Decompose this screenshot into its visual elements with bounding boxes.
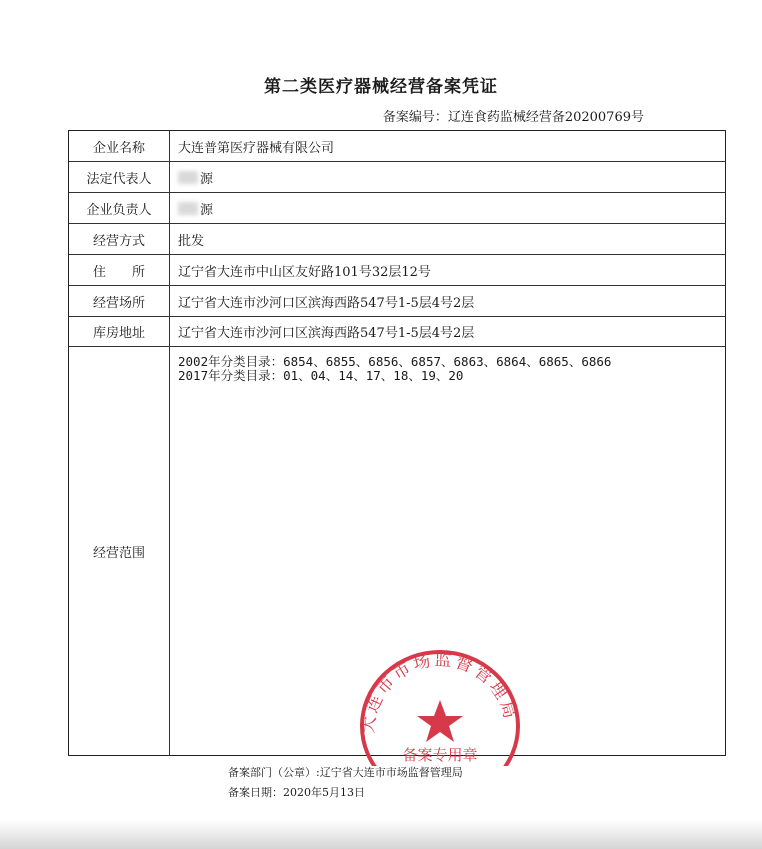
row-label: 住 所 xyxy=(69,255,170,285)
row-value: 辽宁省大连市中山区友好路101号32层12号 xyxy=(178,264,431,280)
redacted-mark xyxy=(178,171,198,184)
seal-arc-text: 大连市市场监督管理局 xyxy=(358,650,521,735)
row-value xyxy=(178,193,719,223)
registration-value: 辽连食药监械经营备20200769号 xyxy=(447,110,644,125)
row-label: 经营场所 xyxy=(69,286,170,316)
row-value: 大连普第医疗器械有限公司 xyxy=(178,140,335,156)
table-row xyxy=(69,286,725,317)
row-label: 库房地址 xyxy=(69,317,170,346)
row-value: 辽宁省大连市沙河口区滨海西路547号1-5层4号2层 xyxy=(178,326,475,341)
scope-label: 经营范围 xyxy=(69,347,170,755)
table-row xyxy=(69,131,725,162)
row-label: 企业名称 xyxy=(69,131,170,161)
table-row xyxy=(69,162,725,193)
legal-rep-name: 源 xyxy=(200,171,214,187)
scan-edge-shadow xyxy=(0,820,762,849)
row-value: 批发 xyxy=(178,233,205,249)
scope-line-2002: 2002年分类目录：6854、6855、6856、6857、6863、6864、6865、6866 xyxy=(178,354,612,369)
table-row xyxy=(69,193,725,224)
row-label: 法定代表人 xyxy=(69,162,170,192)
filing-department: 备案部门（公章）:辽宁省大连市市场监督管理局 xyxy=(228,766,463,779)
row-label: 企业负责人 xyxy=(69,193,170,223)
redacted-mark xyxy=(178,202,198,215)
registration-label: 备案编号： xyxy=(382,110,448,125)
row-label: 经营方式 xyxy=(69,224,170,254)
manager-name: 源 xyxy=(200,202,214,218)
registration-number xyxy=(383,106,644,125)
table-row xyxy=(69,255,725,286)
official-seal xyxy=(355,648,525,766)
scope-line-2017: 2017年分类目录：01、04、14、17、18、19、20 xyxy=(178,368,464,383)
filing-date: 备案日期：2020年5月13日 xyxy=(228,786,365,799)
seal-star-icon xyxy=(417,700,463,742)
document-title: 第二类医疗器械经营备案凭证 xyxy=(264,77,498,97)
row-value xyxy=(178,162,719,192)
table-row xyxy=(69,317,725,347)
row-value: 辽宁省大连市沙河口区滨海西路547号1-5层4号2层 xyxy=(178,295,475,311)
seal-subtext: 备案专用章 xyxy=(402,746,478,764)
scope-content xyxy=(178,355,717,383)
table-row xyxy=(69,224,725,255)
